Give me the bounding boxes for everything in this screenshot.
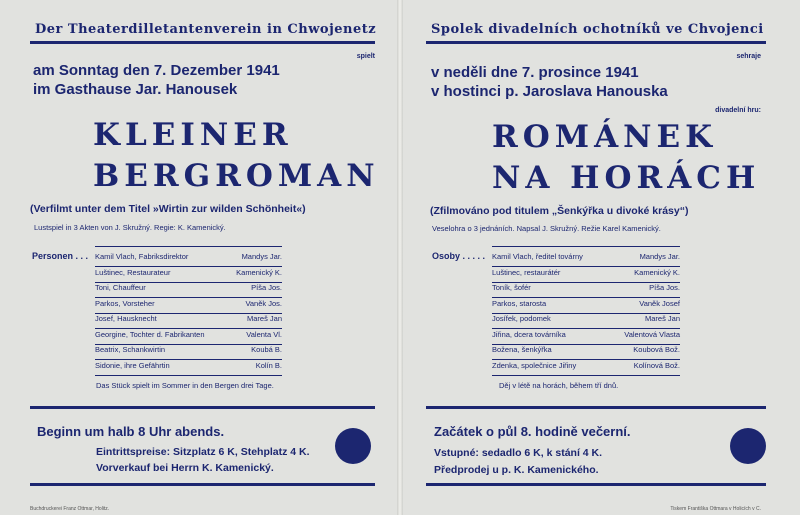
setting-note: Děj v létě na horách, během tří dnů. — [499, 381, 619, 390]
cast-heading: Personen . . . — [32, 251, 89, 261]
cast-heading: Osoby . . . . . — [432, 251, 486, 261]
role-name: Kamil Vlach, ředitel továrny — [492, 252, 583, 261]
role-name: Jiřina, dcera továrníka — [492, 329, 566, 339]
ornament-dot — [730, 428, 766, 464]
actor-name: Kolín B. — [255, 360, 282, 370]
play-title-line-1: ROMÁNEK — [492, 119, 718, 155]
paper-fold — [397, 0, 403, 515]
actor-name: Kamenický K. — [236, 267, 282, 277]
film-subtitle: (Zfilmováno pod titulem „Šenkýřka u divoké krásy“) — [430, 205, 689, 217]
role-name: Luštinec, restaurátér — [492, 267, 561, 277]
presale-info: Předprodej u p. K. Kamenického. — [434, 464, 599, 476]
ticket-prices: Eintrittspreise: Sitzplatz 6 K, Stehplatz 4 K. — [96, 446, 310, 458]
actor-name: Vaněk Josef — [639, 298, 680, 308]
organizer: Spolek divadelních ochotníků ve Chvojenci — [431, 22, 764, 37]
role-name: Kamil Vlach, Fabriksdirektor — [95, 252, 189, 261]
actor-name: Koubá B. — [251, 345, 282, 354]
date-line: v neděli dne 7. prosince 1941 — [431, 64, 639, 81]
play-title-line-1: KLEINER — [93, 117, 293, 153]
venue-line: im Gasthause Jar. Hanousek — [33, 81, 238, 98]
presale-info: Vorverkauf bei Herrn K. Kamenický. — [96, 462, 274, 474]
actor-name: Píša Jos. — [649, 283, 680, 292]
actor-name: Píša Jos. — [251, 283, 282, 292]
czech-column — [426, 0, 771, 515]
divider — [30, 41, 375, 44]
cast-row — [95, 356, 282, 376]
role-name: Božena, šenkýřka — [492, 345, 552, 354]
actor-name: Mareš Jan — [246, 314, 282, 323]
divider — [426, 483, 766, 486]
film-subtitle: (Verfilmt unter dem Titel »Wirtin zur wilden Schönheit«) — [30, 203, 306, 215]
role-name: Parkos, Vorsteher — [95, 298, 155, 308]
role-name: Parkos, starosta — [492, 298, 547, 308]
role-name: Josef, Hausknecht — [95, 314, 157, 323]
actor-name: Valenta Vl. — [246, 329, 282, 339]
role-name: Zdenka, společnice Jiřiny — [492, 360, 577, 370]
genre-line: Lustspiel in 3 Akten von J. Skružný. Regie: K. Kamenický. — [34, 223, 226, 232]
play-word: divadelní hru: — [715, 107, 761, 114]
organizer: Der Theaterdilletantenverein in Chwojenetz — [35, 22, 377, 37]
play-title-line-2: BERGROMAN — [93, 158, 380, 194]
role-name: Sidonie, ihre Gefährtin — [95, 360, 170, 370]
ornament-dot — [335, 428, 371, 464]
actor-name: Koubová Bož. — [633, 345, 680, 354]
role-name: Beatrix, Schankwirtin — [95, 345, 166, 354]
start-time: Beginn um halb 8 Uhr abends. — [37, 424, 225, 439]
play-title-line-2: NA HORÁCH — [492, 160, 761, 196]
setting-note: Das Stück spielt im Sommer in den Bergen drei Tage. — [96, 381, 274, 390]
role-name: Josífek, podomek — [492, 314, 551, 323]
plays-word: sehraje — [736, 53, 761, 60]
actor-name: Vaněk Jos. — [245, 298, 282, 308]
role-name: Toni, Chauffeur — [95, 283, 146, 292]
actor-name: Mandys Jar. — [241, 252, 282, 261]
genre-line: Veselohra o 3 jednáních. Napsal J. Skružný. Režie Karel Kamenický. — [432, 224, 661, 233]
actor-name: Mareš Jan — [644, 314, 680, 323]
divider — [426, 406, 766, 409]
cast-row — [492, 356, 680, 376]
ticket-prices: Vstupné: sedadlo 6 K, k stání 4 K. — [434, 447, 603, 459]
actor-name: Kamenický K. — [634, 267, 680, 277]
start-time: Začátek o půl 8. hodině večerní. — [434, 424, 631, 439]
divider — [30, 483, 375, 486]
date-line: am Sonntag den 7. Dezember 1941 — [33, 62, 280, 79]
venue-line: v hostinci p. Jaroslava Hanouska — [431, 83, 668, 100]
plays-word: spielt — [356, 53, 375, 60]
actor-name: Valentová Vlasta — [624, 329, 680, 339]
printer-imprint: Tiskem Františka Ottmara v Holicích v C. — [670, 506, 761, 512]
role-name: Luštinec, Restaurateur — [95, 267, 171, 277]
divider — [30, 406, 375, 409]
role-name: Georgine, Tochter d. Fabrikanten — [95, 329, 205, 339]
actor-name: Mandys Jar. — [639, 252, 680, 261]
printer-imprint: Buchdruckerei Franz Ottmar, Holitz. — [30, 506, 110, 512]
divider — [426, 41, 766, 44]
actor-name: Kolínová Bož. — [633, 360, 680, 370]
german-column — [30, 0, 380, 515]
role-name: Toník, šofér — [492, 283, 531, 292]
